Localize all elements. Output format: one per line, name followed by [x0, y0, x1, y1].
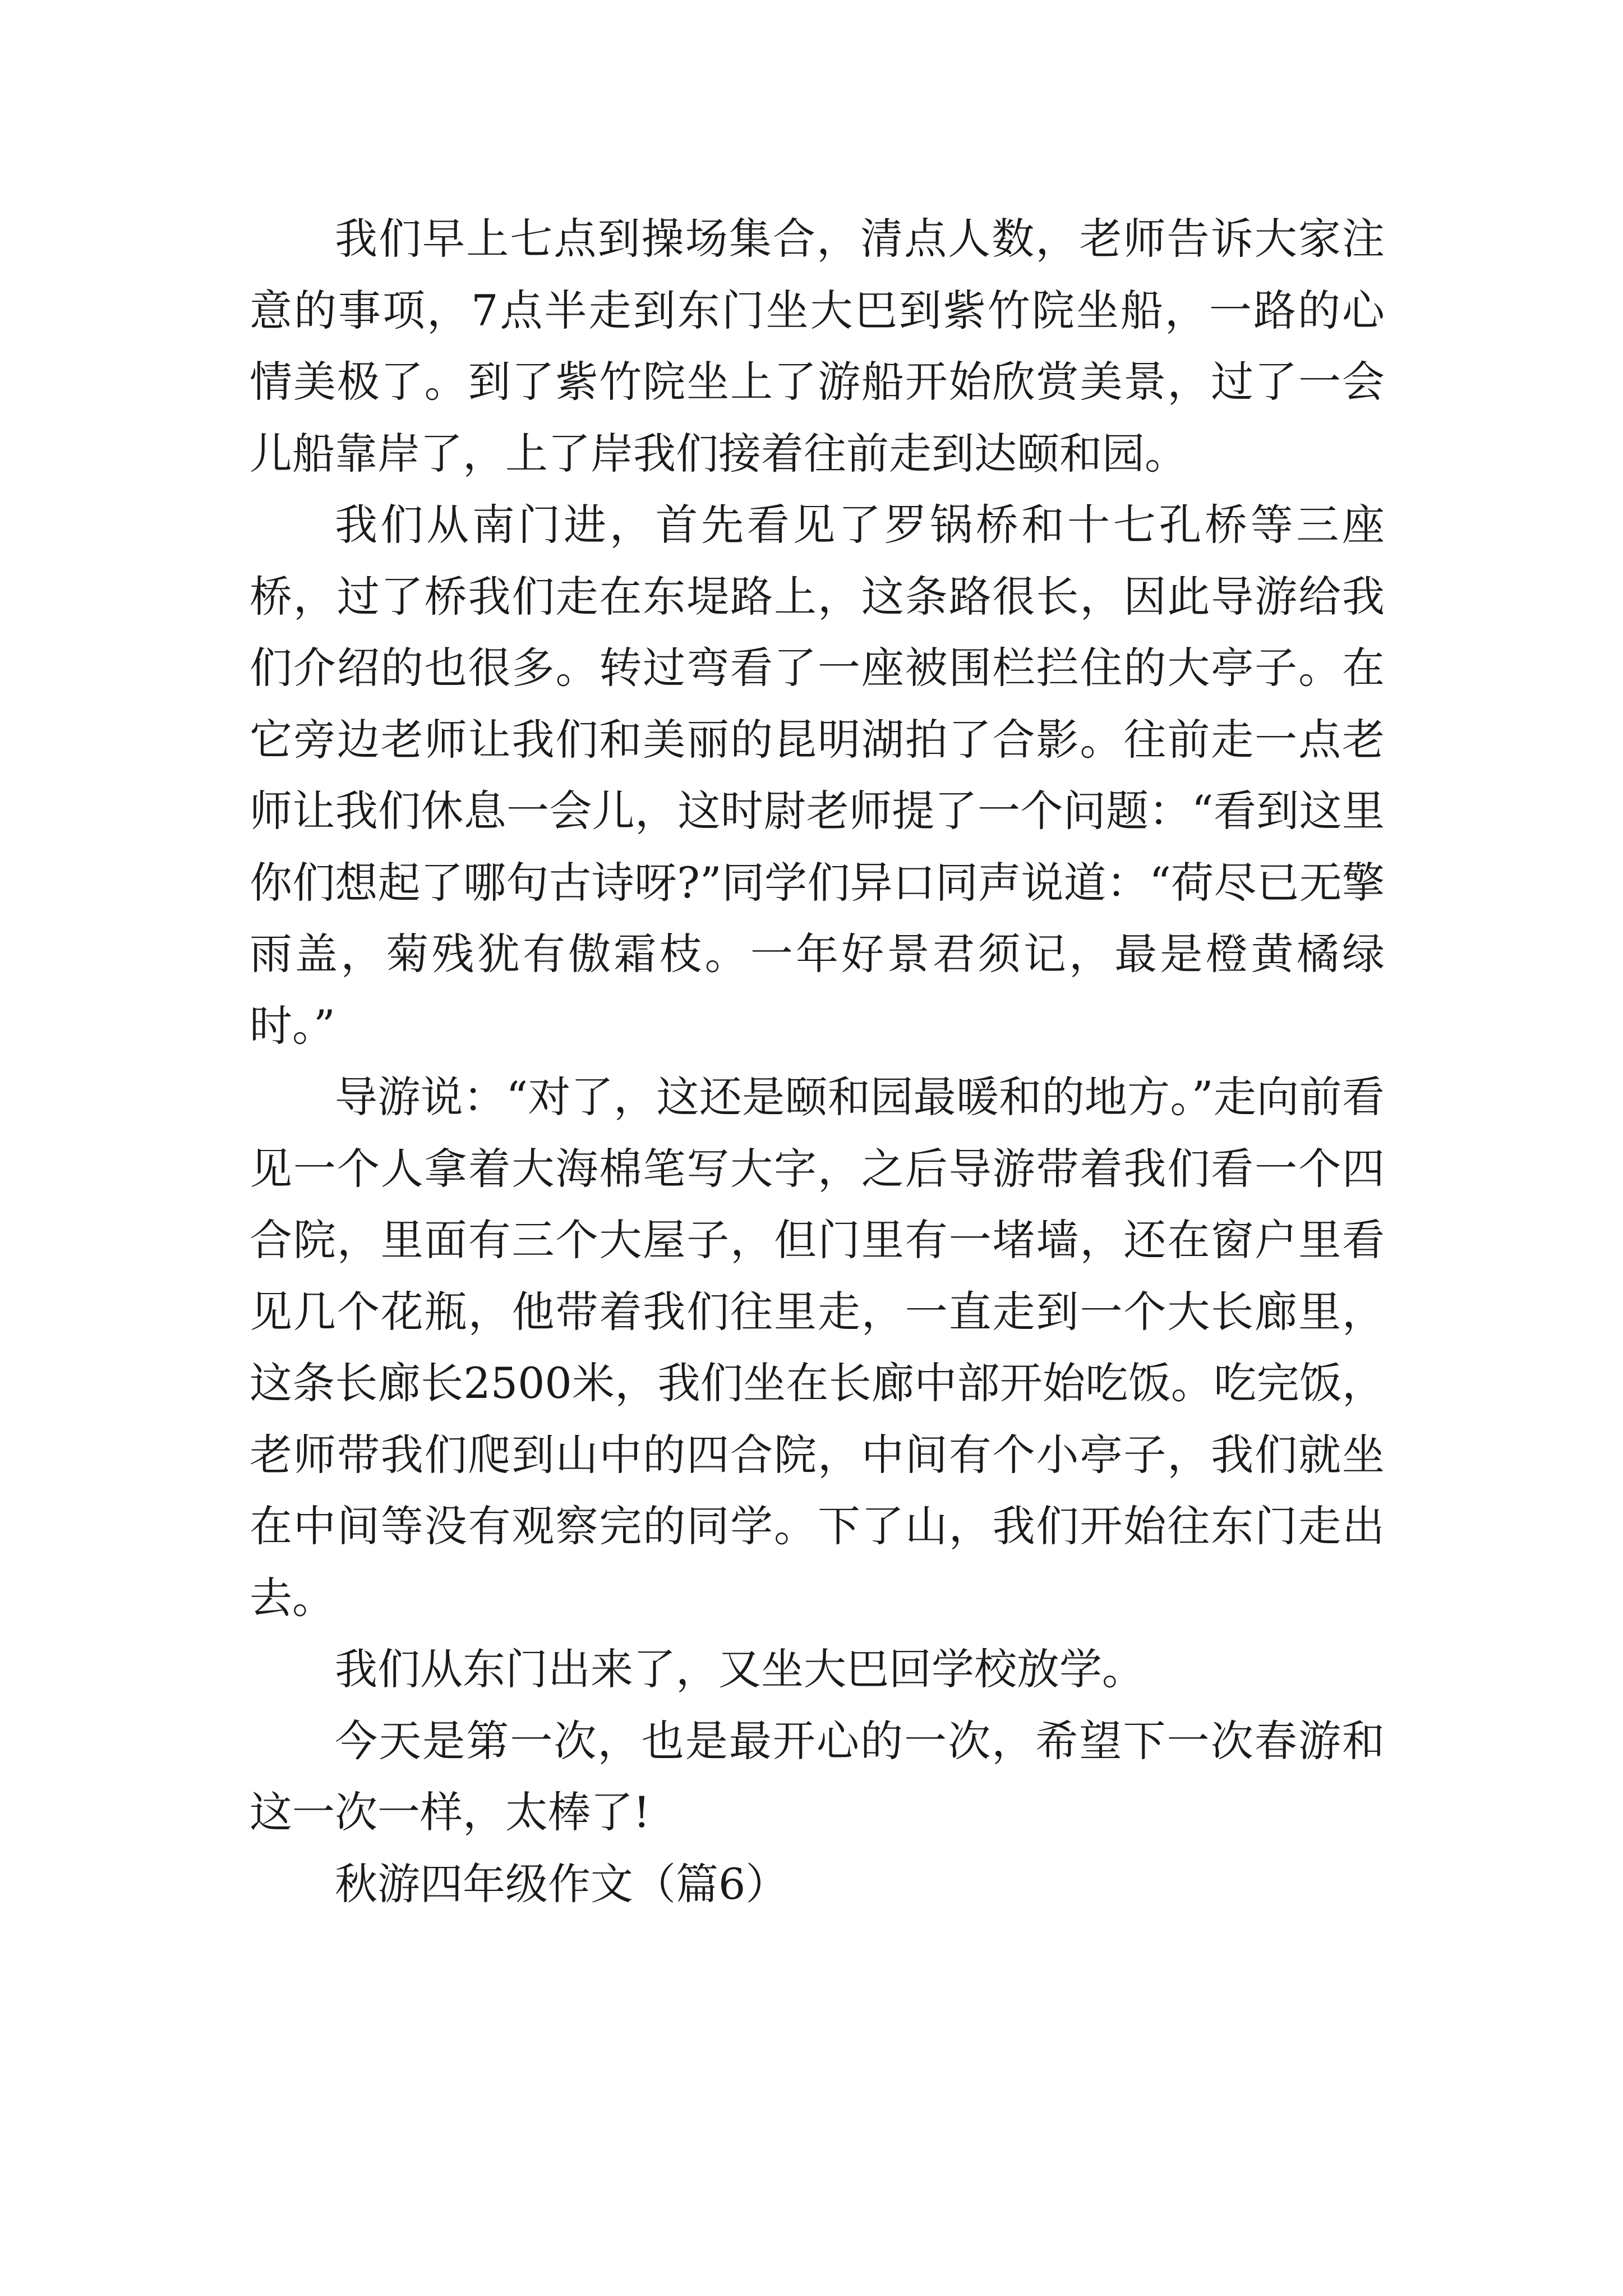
- paragraph: 导游说：“对了，这还是颐和园最暖和的地方。”走向前看见一个人拿着大海棉笔写大字，之后导游带着我们看一个四合院，里面有三个大屋子，但门里有一堵墙，还在窗户里看见几个花瓶，他带着我们往里走，一直走到一个大长廊里，这条长廊长2500米，我们坐在长廊中部开始吃饭。吃完饭，老师带我们爬到山中的四合院，中间有个小亭子，我们就坐在中间等没有观察完的同学。下了山，我们开始往东门走出去。: [250, 1072, 1385, 1623]
- paragraph: 我们从南门进，首先看见了罗锅桥和十七孔桥等三座桥，过了桥我们走在东堤路上，这条路很长，因此导游给我们介绍的也很多。转过弯看了一座被围栏拦住的大亭子。在它旁边老师让我们和美丽的昆明湖拍了合影。往前走一点老师让我们休息一会儿，这时尉老师提了一个问题：“看到这里你们想起了哪句古诗呀?”同学们异口同声说道：“荷尽已无擎雨盖，菊残犹有傲霜枝。一年好景君须记，最是橙黄橘绿时。”: [250, 500, 1385, 1051]
- paragraph: 我们从东门出来了，又坐大巴回学校放学。: [335, 1644, 1145, 1694]
- paragraph: 今天是第一次，也是最开心的一次，希望下一次春游和这一次一样，太棒了!: [250, 1715, 1385, 1837]
- paragraph: 我们早上七点到操场集合，清点人数，老师告诉大家注意的事项，7点半走到东门坐大巴到紫竹院坐船，一路的心情美极了。到了紫竹院坐上了游船开始欣赏美景，过了一会儿船靠岸了，上了岸我们接着往前走到达颐和园。: [250, 214, 1385, 478]
- section-heading: 秋游四年级作文（篇6）: [335, 1858, 789, 1909]
- document-page: [250, 203, 1385, 1920]
